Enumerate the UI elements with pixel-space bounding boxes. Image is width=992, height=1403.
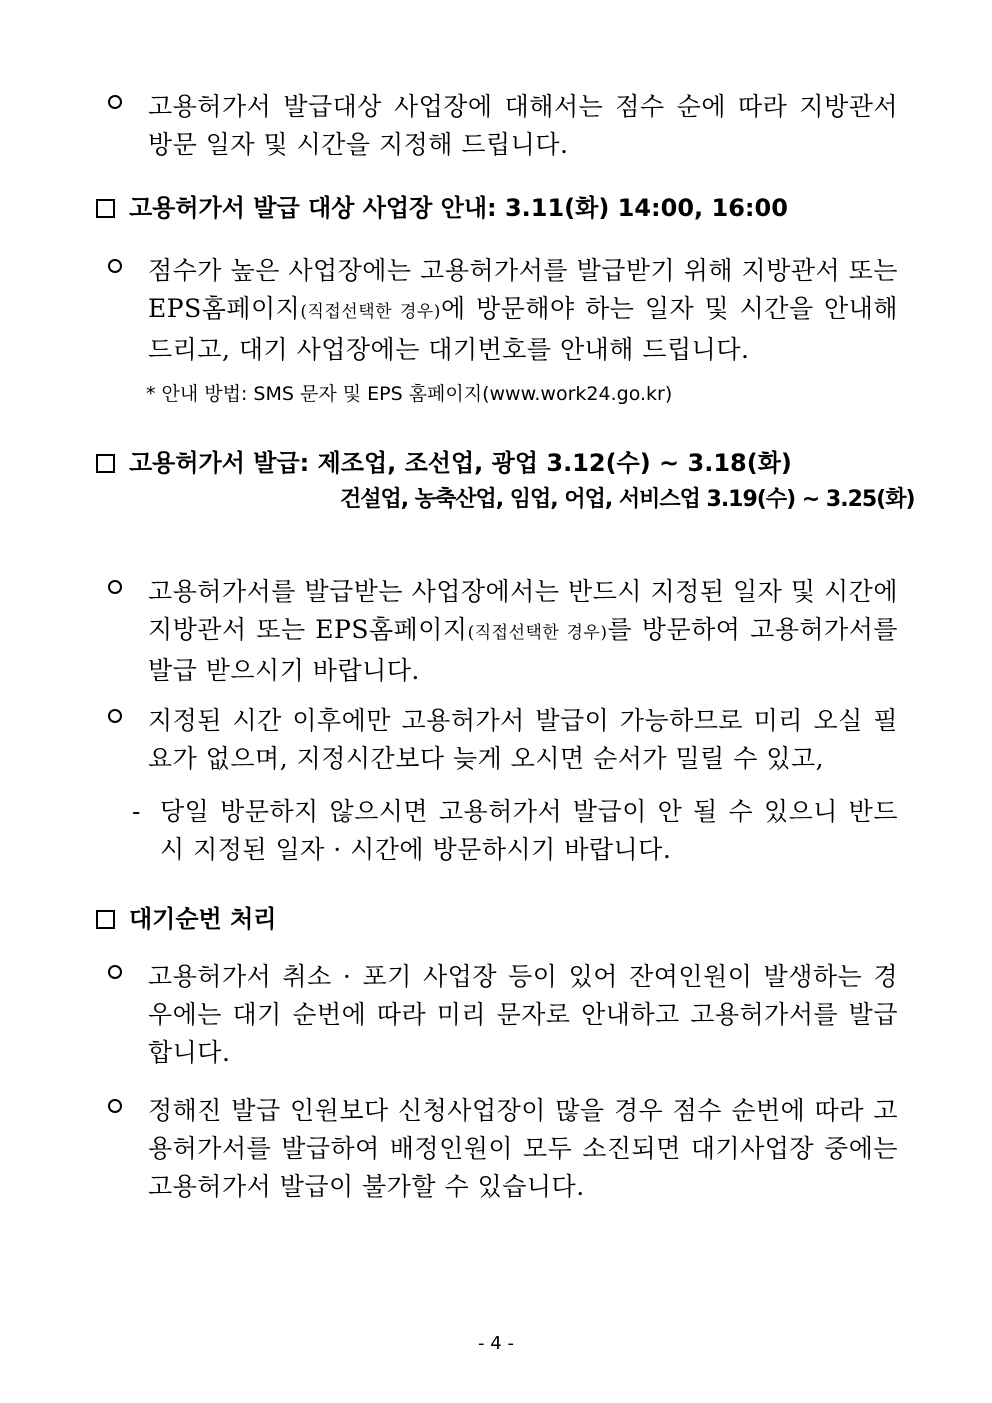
section-heading-3: [96, 902, 276, 936]
empty-square-icon: [96, 910, 115, 929]
section-2-dash-text: 당일 방문하지 않으시면 고용허가서 발급이 안 될 수 있으니 반드시 지정된 일자 · 시간에 방문하시기 바랍니다.: [160, 797, 898, 864]
empty-square-icon: [96, 454, 115, 473]
section-3-bullet-1-item: [108, 958, 898, 1072]
section-1-title: 고용허가서 발급 대상 사업장 안내: 3.11(화) 14:00, 16:00: [129, 194, 788, 222]
page-number: - 4 -: [478, 1333, 514, 1354]
hollow-circle-bullet-icon: [108, 1099, 122, 1113]
section-2-bullet-2-text: 지정된 시간 이후에만 고용허가서 발급이 가능하므로 미리 오실 필요가 없으며, 지정시간보다 늦게 오시면 순서가 밀릴 수 있고,: [148, 706, 898, 773]
section-2-bullet-2-item: [108, 702, 898, 778]
notification-method-note: * 안내 방법: SMS 문자 및 EPS 홈페이지(www.work24.go.kr): [146, 383, 673, 405]
section-heading-2: [96, 446, 792, 480]
intro-bullet-item: [108, 88, 898, 164]
section-1-bullet-text-part1: 점수가 높은 사업장에는 고용허가서를 발급받기 위해 지방관서 또는 EPS홈페이지: [148, 256, 898, 323]
section-2-bullet-1-item: [108, 573, 898, 690]
section-1-bullet-text: [148, 252, 898, 369]
section-2-bullet-1-text: [148, 573, 898, 690]
empty-square-icon: [96, 199, 115, 218]
section-heading-1: [96, 191, 788, 225]
hollow-circle-bullet-icon: [108, 95, 122, 109]
section-2-bullet-1-note-inline: (직접선택한 경우): [467, 623, 608, 643]
section-3-bullet-2-text: 정해진 발급 인원보다 신청사업장이 많을 경우 점수 순번에 따라 고용허가서를 발급하여 배정인원이 모두 소진되면 대기사업장 중에는 고용허가서 발급이 불가할 수 있습니다.: [148, 1096, 898, 1201]
section-1-bullet-item: [108, 252, 898, 369]
section-3-title: 대기순번 처리: [129, 905, 277, 933]
section-3-bullet-2-item: [108, 1092, 898, 1206]
intro-text: 고용허가서 발급대상 사업장에 대해서는 점수 순에 따라 지방관서 방문 일자 및 시간을 지정해 드립니다.: [148, 92, 898, 159]
section-3-bullet-1-text: 고용허가서 취소 · 포기 사업장 등이 있어 잔여인원이 발생하는 경우에는 대기 순번에 따라 미리 문자로 안내하고 고용허가서를 발급합니다.: [148, 962, 898, 1067]
section-2-title: 고용허가서 발급: 제조업, 조선업, 광업 3.12(수) ~ 3.18(화): [129, 449, 792, 477]
section-2-dash-item: [132, 793, 898, 869]
hollow-circle-bullet-icon: [108, 259, 122, 273]
section-2-bullet-1-text-part2: 를 방문하여 고용허가서를 발급 받으시기 바랍니다.: [148, 615, 899, 685]
hollow-circle-bullet-icon: [108, 709, 122, 723]
section-1-bullet-text-part2: 에 방문해야 하는 일자 및 시간을 안내해 드리고, 대기 사업장에는 대기번호를 안내해 드립니다.: [148, 294, 898, 364]
section-2-subtitle: 건설업, 농축산업, 임업, 어업, 서비스업 3.19(수) ~ 3.25(화): [340, 487, 915, 512]
dash-mark: -: [132, 797, 141, 826]
hollow-circle-bullet-icon: [108, 580, 122, 594]
section-2-bullet-1-text-part1: 고용허가서를 발급받는 사업장에서는 반드시 지정된 일자 및 시간에 지방관서 또는 EPS홈페이지: [148, 577, 898, 644]
hollow-circle-bullet-icon: [108, 965, 122, 979]
section-1-bullet-note-inline: (직접선택한 경우): [300, 302, 441, 322]
